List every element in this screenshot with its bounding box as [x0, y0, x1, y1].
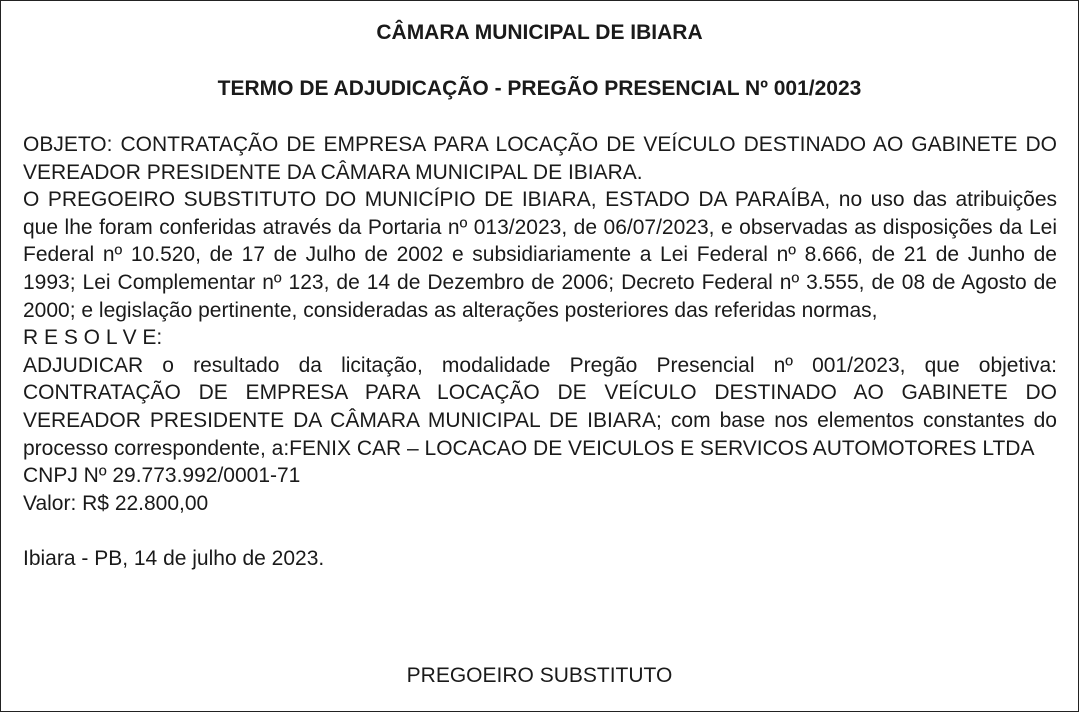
resolve-line: R E S O L V E: — [23, 326, 163, 350]
valor-line: Valor: R$ 22.800,00 — [23, 491, 209, 515]
place-date-line: Ibiara - PB, 14 de julho de 2023. — [23, 546, 325, 570]
adjudicar-paragraph: ADJUDICAR o resultado da licitação, modalidade Pregão Presencial nº 001/2023, que objetiva: CONTRATAÇÃO DE EMPRESA PARA LOCAÇÃO DE VEÍCULO DESTINADO AO GABINETE DO VEREADOR PRESIDENTE DA CÂMARA MUNICIPAL DE IBIARA; com base nos elementos constantes do processo correspondente, a:FENIX CAR – LOCACAO DE VEICULOS E SERVICOS AUTOMOTORES LTDA — [23, 353, 1057, 460]
preamble-paragraph: O PREGOEIRO SUBSTITUTO DO MUNICÍPIO DE IBIARA, ESTADO DA PARAÍBA, no uso das atribuições que lhe foram conferidas através da Portaria nº 013/2023, de 06/07/2023, e observadas as disposições da Lei Federal nº 10.520, de 17 de Julho de 2002 e subsidiariamente a Lei Federal nº 8.666, de 21 de Junho de 1993; Lei Complementar nº 123, de 14 de Dezembro de 2006; Decreto Federal nº 3.555, de 08 de Agosto de 2000; e legislação pertinente, consideradas as alterações posteriores das referidas normas, — [23, 188, 1057, 322]
organization-title: CÂMARA MUNICIPAL DE IBIARA — [376, 21, 703, 44]
cnpj-line: CNPJ Nº 29.773.992/0001-71 — [23, 464, 301, 488]
objeto-paragraph: OBJETO: CONTRATAÇÃO DE EMPRESA PARA LOCAÇÃO DE VEÍCULO DESTINADO AO GABINETE DO VEREADOR PRESIDENTE DA CÂMARA MUNICIPAL DE IBIARA. — [23, 133, 1057, 184]
document-body — [23, 131, 1057, 573]
term-title: TERMO DE ADJUDICAÇÃO - PREGÃO PRESENCIAL Nº 001/2023 — [217, 77, 862, 100]
signature-role: PREGOEIRO SUBSTITUTO — [406, 664, 673, 687]
spacer — [23, 517, 1057, 545]
